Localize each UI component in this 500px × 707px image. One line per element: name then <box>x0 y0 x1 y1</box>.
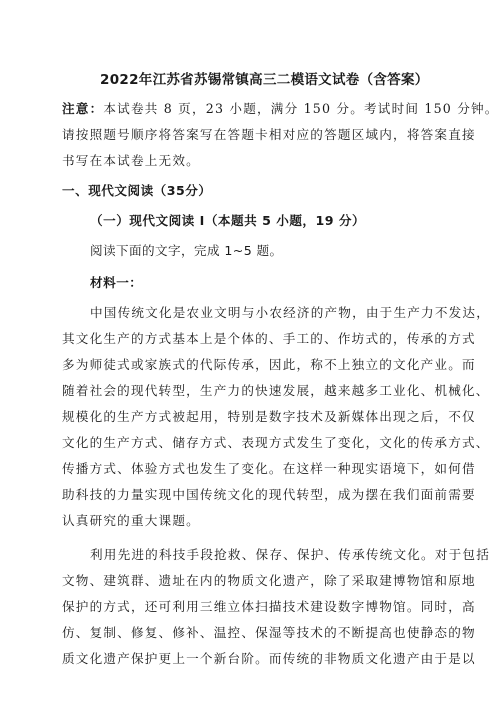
paragraph1-line: 传播方式、体验方式也发生了变化。在这样一种现实语境下，如何借 <box>62 461 476 476</box>
notice-line-3: 书写在本试卷上无效。 <box>62 153 200 168</box>
paragraph2-line: 保护的方式，还可利用三维立体扫描技术建设数字博物馆。同时，高 <box>62 599 476 614</box>
paragraph1-line: 规模化的生产方式被起用，特别是数字技术及新媒体出现之后，不仅 <box>62 409 476 424</box>
paragraph1-line: 助科技的力量实现中国传统文化的现代转型，成为摆在我们面前需要 <box>62 487 476 502</box>
paragraph2-line: 利用先进的科技手段抢救、保存、保护、传承传统文化。对于包括 <box>90 547 491 562</box>
paragraph1-line: 多为师徒式或家族式的代际传承，因此，称不上独立的文化产业。而 <box>62 357 476 372</box>
paragraph1-line: 其文化生产的方式基本上是个体的、手工的、作坊式的，传承的方式 <box>62 331 476 346</box>
paragraph1-line: 文化的生产方式、储存方式、表现方式发生了变化，文化的传承方式、 <box>62 435 490 450</box>
paragraph2-line: 文物、建筑群、遗址在内的物质文化遗产，除了采取建博物馆和原地 <box>62 573 476 588</box>
section-heading: 一、现代文阅读（35分） <box>62 183 212 198</box>
paragraph1-line: 中国传统文化是农业文明与小农经济的产物，由于生产力不发达， <box>90 305 491 320</box>
instruction-text: 阅读下面的文字，完成 1~5 题。 <box>90 243 283 258</box>
notice-label: 注意： <box>62 101 104 116</box>
paragraph1-line: 随着社会的现代转型，生产力的快速发展，越来越多工业化、机械化、 <box>62 383 490 398</box>
document-title: 2022年江苏省苏锡常镇高三二模语文试卷（含答案） <box>100 72 429 88</box>
paragraph2-line: 仿、复制、修复、修补、温控、保湿等技术的不断提高也使静态的物 <box>62 625 476 640</box>
notice-line-1 <box>62 98 499 117</box>
notice-line-2: 请按照题号顺序将答案写在答题卡相对应的答题区域内，将答案直接 <box>62 127 476 142</box>
material-label: 材料一： <box>90 275 143 290</box>
subsection-heading: （一）现代文阅读 I（本题共 5 小题，19 分） <box>90 213 366 228</box>
paragraph2-line: 质文化遗产保护更上一个新台阶。而传统的非物质文化遗产由于是以 <box>62 651 476 666</box>
notice-text-1: 本试卷共 8 页，23 小题，满分 150 分。考试时间 150 分钟。 <box>103 101 499 116</box>
paragraph1-line: 认真研究的重大课题。 <box>62 513 200 528</box>
